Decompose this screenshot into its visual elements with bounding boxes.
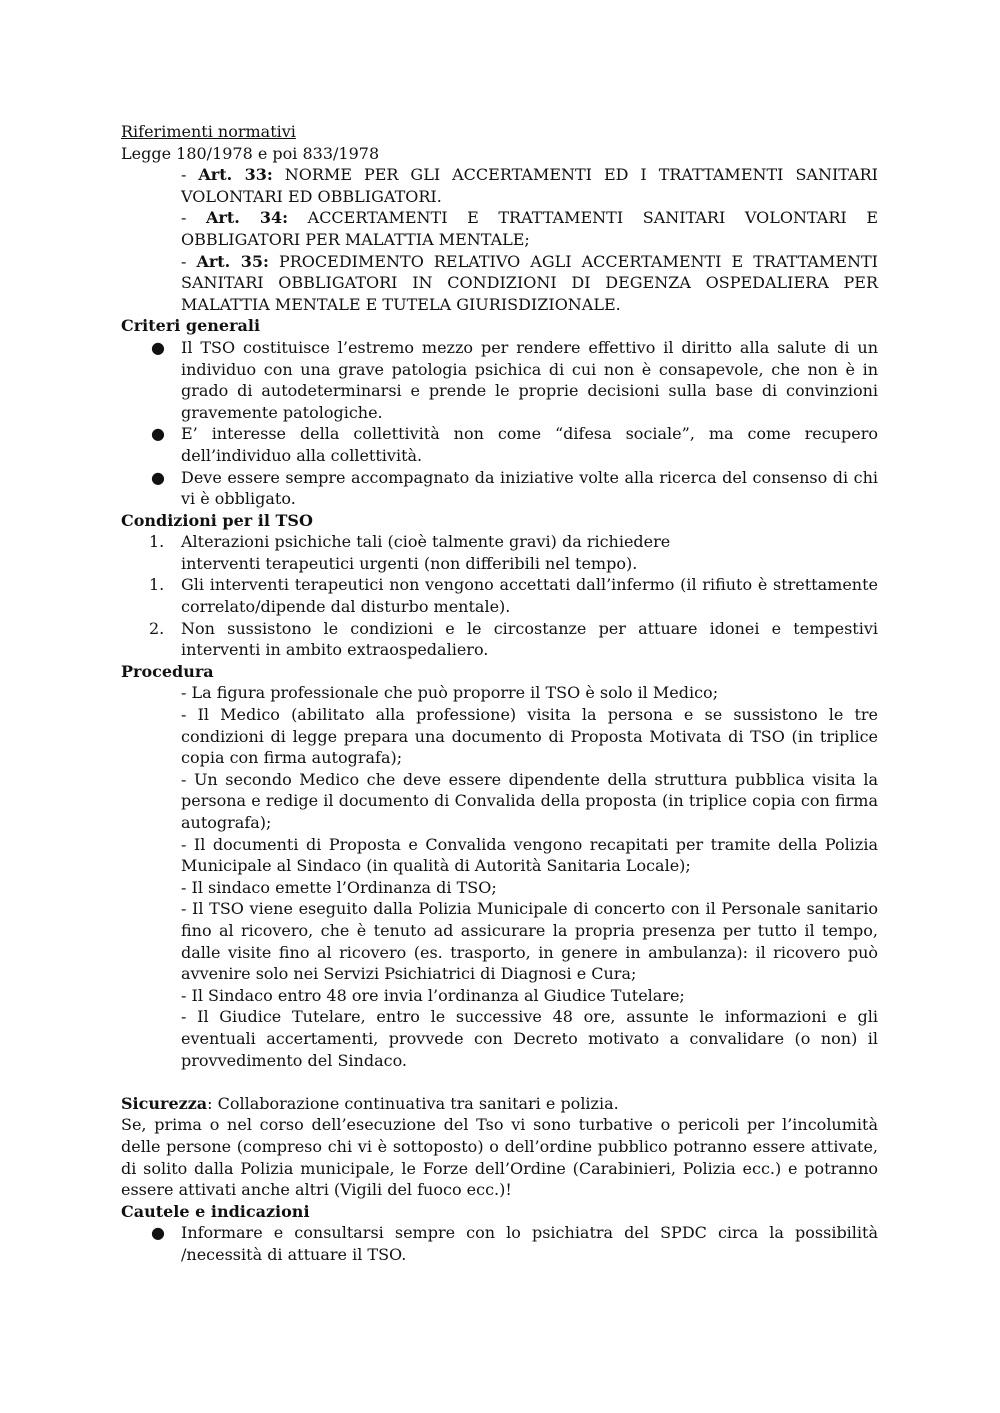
list-number: 2. — [149, 618, 165, 638]
article-item: - Art. 34: ACCERTAMENTI E TRATTAMENTI SANITARI VOLONTARI E OBBLIGATORI PER MALATTIA MENTALE; — [181, 208, 878, 249]
section-heading-procedura: Procedura — [121, 661, 214, 681]
procedure-step: - Un secondo Medico che deve essere dipendente della struttura pubblica visita la persona e redige il documento di Convalida della proposta (in triplice copia con firma autografa); — [181, 769, 878, 832]
section-heading-condizioni: Condizioni per il TSO — [121, 510, 313, 530]
spacer — [121, 1071, 878, 1093]
list-item: ● Il TSO costituisce l’estremo mezzo per rendere effettivo il diritto alla salute di un individuo con una grave patologia psichica di cui non è consapevole, che non è in grado di autodeterminarsi e prende le proprie decisioni sulla base di convinzioni gravemente patologiche. — [151, 337, 878, 422]
article-item: - Art. 33: NORME PER GLI ACCERTAMENTI ED I TRATTAMENTI SANITARI VOLONTARI ED OBBLIGATORI. — [181, 165, 879, 206]
section-heading-criteri: Criteri generali — [121, 316, 261, 336]
section-heading-riferimenti: Riferimenti normativi — [121, 122, 296, 141]
list-item: ● Informare e consultarsi sempre con lo psichiatra del SPDC circa la possibilità /necessità di attuare il TSO. — [151, 1223, 878, 1264]
procedure-step: - Il Sindaco entro 48 ore invia l’ordinanza al Giudice Tutelare; — [181, 985, 685, 1005]
list-item: 1. Alterazioni psichiche tali (cioè talmente gravi) da richiedere interventi terapeutici urgenti (non differibili nel tempo). — [149, 532, 671, 573]
document-page — [121, 121, 878, 1265]
sicurezza-paragraph: Se, prima o nel corso dell’esecuzione del Tso vi sono turbative o pericoli per l’incolumità delle persone (compreso chi vi è sottoposto) o dell’ordine pubblico potranno essere attivate, di solito dalla Polizia municipale, le Forze dell’Ordine (Carabinieri, Polizia ecc.) e potranno essere attivati anche altri (Vigili del fuoco ecc.)! — [121, 1115, 878, 1200]
procedure-step: - Il TSO viene eseguito dalla Polizia Municipale di concerto con il Personale sanitario fino al ricovero, che è tenuto ad assicurare la propria presenza per tutto il tempo, dalle visite fino al ricovero (es. trasporto, in genere in ambulanza): il ricovero può avvenire solo nei Servizi Psichiatrici di Diagnosi e Cura; — [181, 899, 878, 984]
list-number: 1. — [149, 532, 165, 552]
procedure-step: - La figura professionale che può proporre il TSO è solo il Medico; — [181, 683, 719, 703]
article-label: Art. 33: — [198, 165, 273, 185]
article-item: - Art. 35: PROCEDIMENTO RELATIVO AGLI ACCERTAMENTI E TRATTAMENTI SANITARI OBBLIGATORI IN CONDIZIONI DI DEGENZA OSPEDALIERA PER MALATTIA MENTALE E TUTELA GIURISDIZIONALE. — [181, 251, 879, 314]
section-heading-cautele: Cautele e indicazioni — [121, 1201, 310, 1221]
list-item: ● Deve essere sempre accompagnato da iniziative volte alla ricerca del consenso di chi vi è obbligato. — [151, 467, 878, 509]
bullet-icon: ● — [151, 467, 165, 487]
list-item: 1. Gli interventi terapeutici non vengono accettati dall’infermo (il rifiuto è strettamente correlato/dipende dal disturbo mentale). — [149, 575, 878, 617]
procedure-step: - Il sindaco emette l’Ordinanza di TSO; — [181, 877, 497, 897]
procedure-step: - Il Giudice Tutelare, entro le successive 48 ore, assunte le informazioni e gli eventuali accertamenti, provvede con Decreto motivato a convalidare (o non) il provvedimento del Sindaco. — [181, 1007, 878, 1070]
list-number: 1. — [149, 575, 165, 595]
article-label: Art. 34: — [206, 208, 289, 228]
list-item: ● E’ interesse della collettività non come “difesa sociale”, ma come recupero dell’individuo alla collettività. — [151, 424, 878, 465]
bullet-icon: ● — [151, 1223, 165, 1243]
legge-reference: Legge 180/1978 e poi 833/1978 — [121, 143, 380, 163]
sicurezza-label: Sicurezza — [121, 1093, 208, 1113]
sicurezza-lead: Sicurezza: Collaborazione continuativa tra sanitari e polizia. — [121, 1093, 619, 1113]
list-item: 2. Non sussistono le condizioni e le circostanze per attuare idonei e tempestivi interventi in ambito extraospedaliero. — [149, 618, 878, 660]
bullet-icon: ● — [151, 424, 165, 444]
article-label: Art. 35: — [196, 251, 269, 271]
bullet-icon: ● — [151, 337, 165, 357]
procedure-step: - Il documenti di Proposta e Convalida vengono recapitati per tramite della Polizia Municipale al Sindaco (in qualità di Autorità Sanitaria Locale); — [181, 834, 878, 876]
procedure-step: - Il Medico (abilitato alla professione) visita la persona e se sussistono le tre condizioni di legge prepara una documento di Proposta Motivata di TSO (in triplice copia con firma autografa); — [181, 705, 878, 768]
